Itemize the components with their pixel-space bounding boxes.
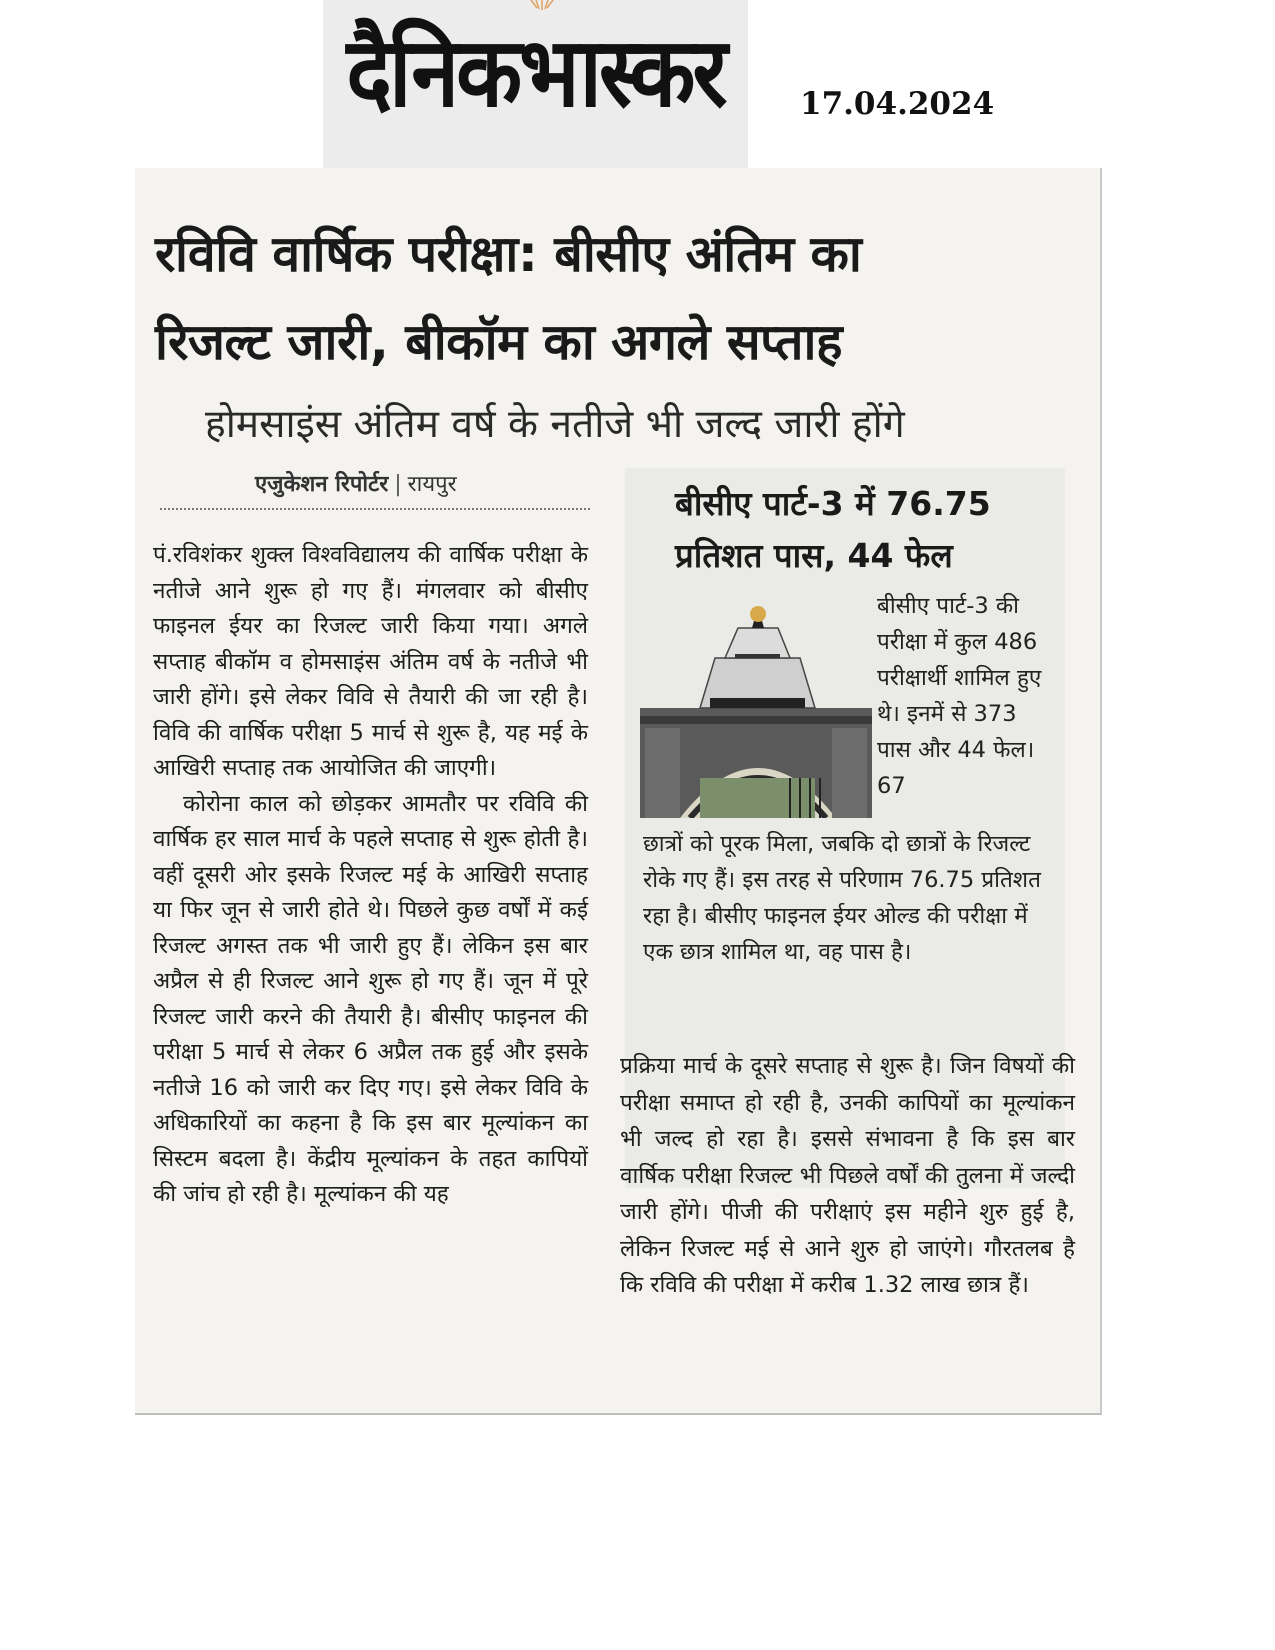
sidebar-title-line-2: प्रतिशत पास, 44 फेल <box>675 536 953 575</box>
article-paragraph-1: पं.रविशंकर शुक्ल विश्वविद्यालय की वार्षिक परीक्षा के नतीजे आने शुरू हो गए हैं। मंगलवार को बीसीए फाइनल ईयर का रिजल्ट जारी किया गया। अगले सप्ताह बीकॉम व होमसाइंस अंतिम वर्ष के नतीजे भी जारी होंगे। इसे लेकर विवि से तैयारी की जा रही है। विवि की वार्षिक परीक्षा 5 मार्च से शुरू है, यह मई के आखिरी सप्ताह तक आयोजित की जाएगी। <box>153 542 588 781</box>
headline <box>155 210 1055 386</box>
headline-line-2: रिजल्ट जारी, बीकॉम का अगले सप्ताह <box>155 313 843 371</box>
article-paragraph-3: प्रक्रिया मार्च के दूसरे सप्ताह से शुरू है। जिन विषयों की परीक्षा समाप्त हो रही है, उनकी कापियों का मूल्यांकन भी जल्द हो रहा है। इससे संभावना है कि इस बार वार्षिक परीक्षा रिजल्ट भी पिछले वर्षों की तुलना में जल्दी जारी होंगे। पीजी की परीक्षाएं इस महीने शुरु हुई है, लेकिन रिजल्ट मई से आने शुरु हो जाएंगे। गौरतलब है कि रविवि की परीक्षा में करीब 1.32 लाख छात्र हैं। <box>620 1053 1075 1298</box>
dotted-divider <box>160 508 590 510</box>
article-paragraph-2: कोरोना काल को छोड़कर आमतौर पर रविवि की वार्षिक हर साल मार्च के पहले सप्ताह से शुरू होती है। वहीं दूसरी ओर इसके रिजल्ट मई के आखिरी सप्ताह या फिर जून से जारी होते थे। पिछले कुछ वर्षों में कई रिजल्ट अगस्त तक भी जारी हुए हैं। लेकिन इस बार अप्रैल से ही रिजल्ट आने शुरू हो गए हैं। जून में पूरे रिजल्ट जारी करने की तैयारी है। बीसीए फाइनल की परीक्षा 5 मार्च से लेकर 6 अप्रैल तक हुई और इसके नतीजे 16 को जारी कर दिए गए। इसे लेकर विवि के अधिकारियों का कहना है कि इस बार मूल्यांकन का सिस्टम बदला है। केंद्रीय मूल्यांकन के तहत कापियों की जांच हो रही है। मूल्यांकन की यह <box>153 790 588 1207</box>
article-right-column <box>620 1048 1075 1304</box>
article-left-column <box>153 538 588 1213</box>
university-gate-photo <box>640 598 872 818</box>
byline <box>255 468 457 498</box>
sidebar-title-line-1: बीसीए पार्ट-3 में 76.75 <box>675 484 991 523</box>
sun-logo-icon <box>522 0 562 14</box>
headline-line-1: रविवि वार्षिक परीक्षा: बीसीए अंतिम का <box>155 225 862 283</box>
publication-date: 17.04.2024 <box>800 86 995 122</box>
news-clipping <box>135 168 1102 1415</box>
sidebar-title <box>675 478 1055 582</box>
byline-separator: | <box>394 472 402 497</box>
newspaper-logo: दैनिकभास्कर <box>346 16 725 129</box>
byline-reporter: एजुकेशन रिपोर्टर <box>255 472 389 497</box>
masthead <box>323 0 748 168</box>
subheadline: होमसाइंस अंतिम वर्ष के नतीजे भी जल्द जारी होंगे <box>205 402 905 447</box>
sidebar-text-below-photo: छात्रों को पूरक मिला, जबकि दो छात्रों के रिजल्ट रोके गए हैं। इस तरह से परिणाम 76.75 प्रतिशत रहा है। बीसीए फाइनल ईयर ओल्ड की परीक्षा में एक छात्र शामिल था, वह पास है। <box>643 831 1041 965</box>
sidebar-text-beside-photo: बीसीए पार्ट-3 की परीक्षा में कुल 486 परीक्षार्थी शामिल हुए थे। इनमें से 373 पास और 44 फेल। 67 <box>877 593 1042 799</box>
byline-city: रायपुर <box>407 472 457 497</box>
